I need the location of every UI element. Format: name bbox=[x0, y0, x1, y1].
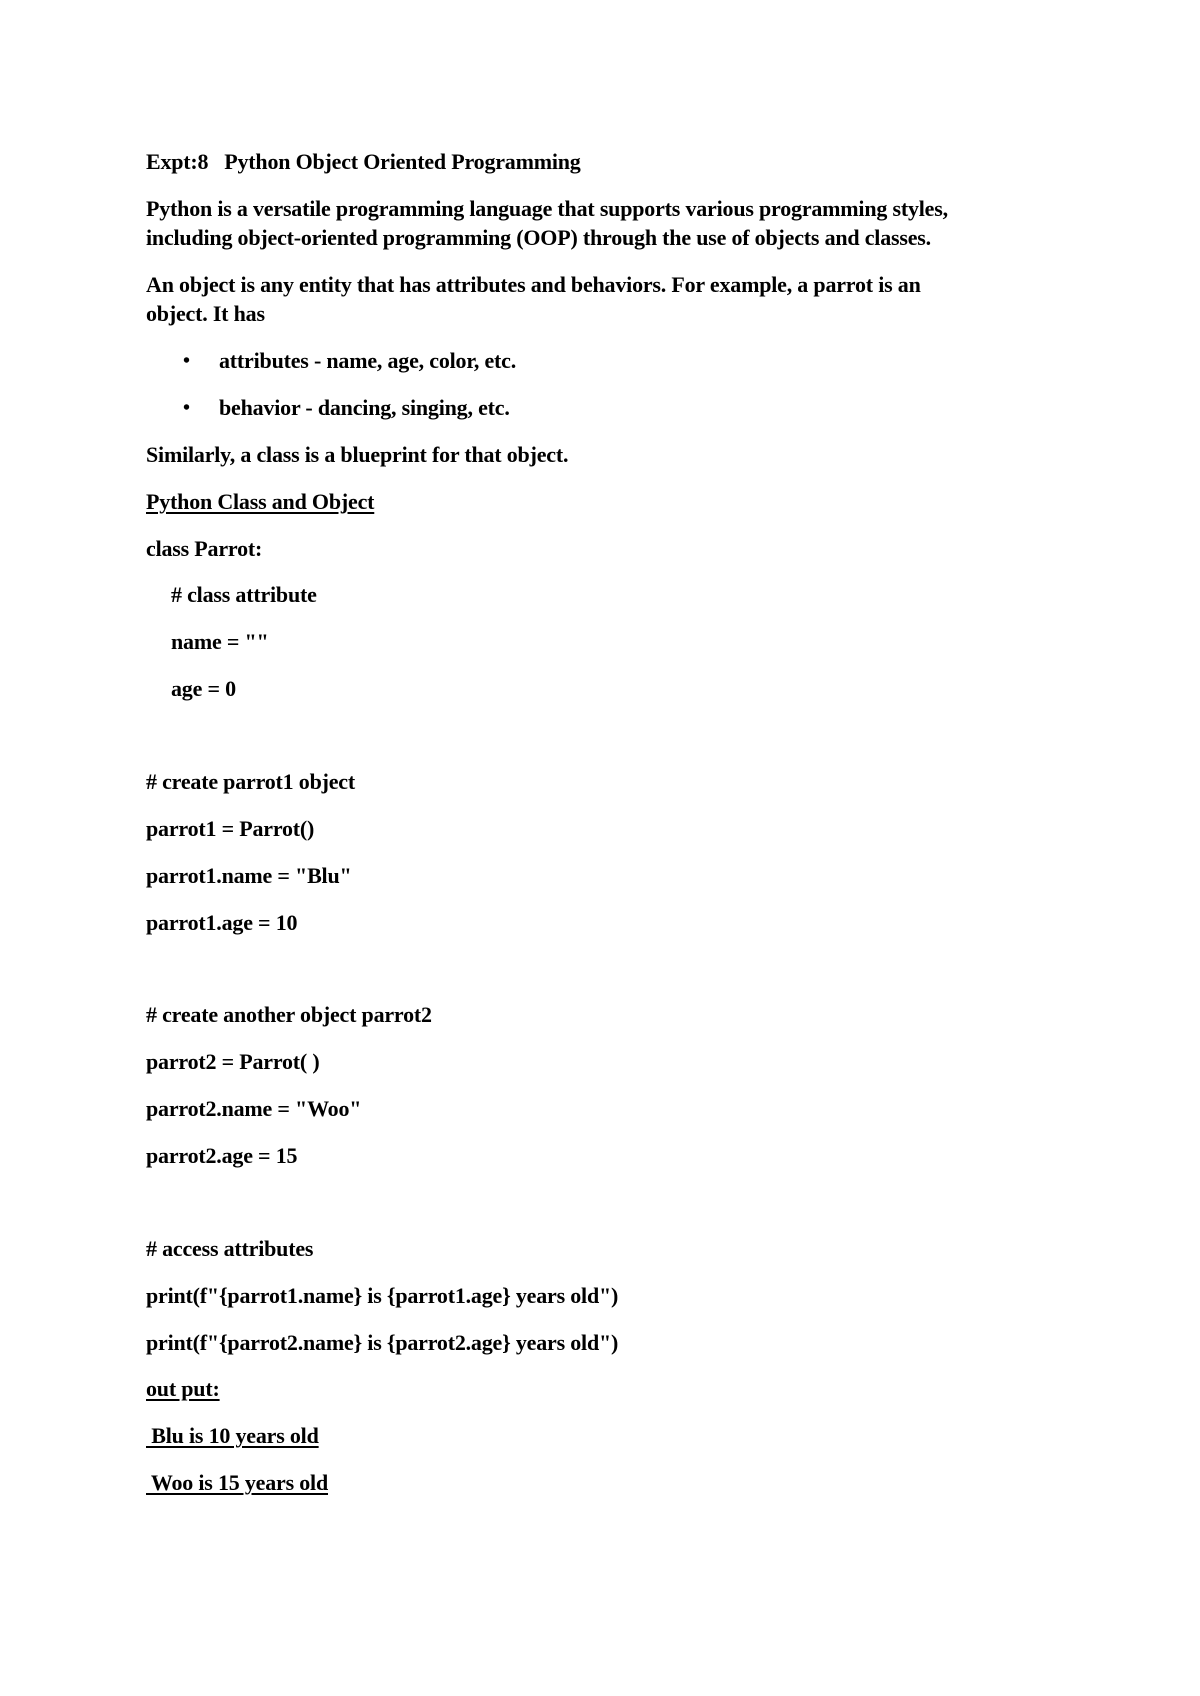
code-parrot2-age: parrot2.age = 15 bbox=[146, 1143, 298, 1168]
output-line-1: Blu is 10 years old bbox=[146, 1423, 319, 1448]
code-parrot1-age: parrot1.age = 10 bbox=[146, 910, 298, 935]
output-line-2: Woo is 15 years old bbox=[146, 1470, 329, 1495]
code-comment-create-parrot2: # create another object parrot2 bbox=[146, 1002, 432, 1027]
code-comment-access: # access attributes bbox=[146, 1236, 314, 1261]
code-parrot2-create: parrot2 = Parrot( ) bbox=[146, 1049, 320, 1074]
bullet-marker: • bbox=[183, 350, 190, 372]
intro-line-2: including object-oriented programming (OOP) through the use of objects and classes. bbox=[146, 225, 931, 250]
object-line-1: An object is any entity that has attributes and behaviors. For example, a parrot is an bbox=[146, 272, 921, 297]
code-name-attr: name = "" bbox=[171, 629, 269, 654]
document-title: Expt:8 Python Object Oriented Programming bbox=[146, 149, 581, 174]
intro-line-1: Python is a versatile programming language that supports various programming styles, bbox=[146, 196, 948, 221]
code-comment-create-parrot1: # create parrot1 object bbox=[146, 769, 355, 794]
object-line-2: object. It has bbox=[146, 301, 265, 326]
section-heading: Python Class and Object bbox=[146, 489, 375, 514]
code-print-parrot2: print(f"{parrot2.name} is {parrot2.age} years old") bbox=[146, 1330, 619, 1355]
output-heading: out put: bbox=[146, 1376, 220, 1401]
bullet-item-behavior: behavior - dancing, singing, etc. bbox=[219, 395, 510, 420]
code-comment-class-attr: # class attribute bbox=[171, 582, 317, 607]
bullet-marker: • bbox=[183, 397, 190, 419]
code-parrot1-create: parrot1 = Parrot() bbox=[146, 816, 315, 841]
code-print-parrot1: print(f"{parrot1.name} is {parrot1.age} years old") bbox=[146, 1283, 619, 1308]
code-parrot2-name: parrot2.name = "Woo" bbox=[146, 1096, 362, 1121]
bullet-item-attributes: attributes - name, age, color, etc. bbox=[219, 348, 517, 373]
code-age-attr: age = 0 bbox=[171, 676, 236, 701]
code-parrot1-name: parrot1.name = "Blu" bbox=[146, 863, 352, 888]
class-sentence: Similarly, a class is a blueprint for that object. bbox=[146, 442, 569, 467]
code-class-def: class Parrot: bbox=[146, 536, 263, 561]
